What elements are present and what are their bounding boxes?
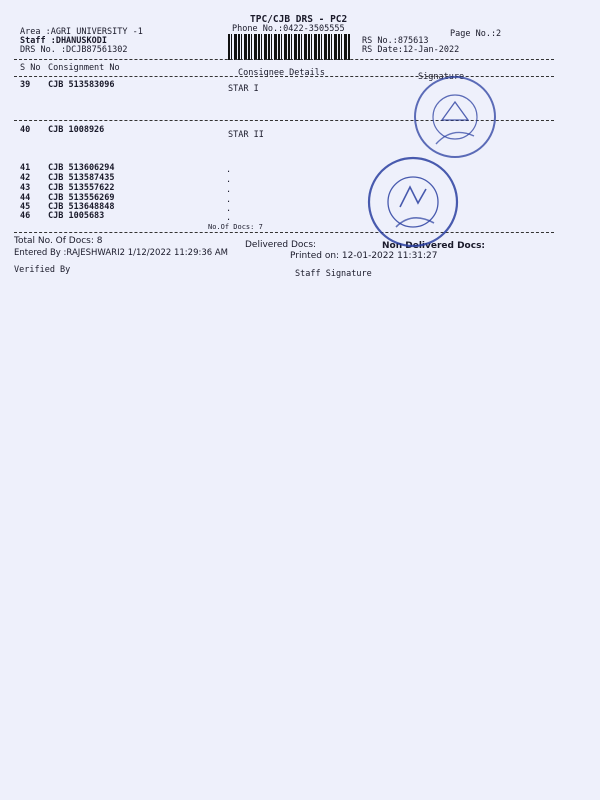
row-sno: 43 — [20, 183, 31, 193]
row-consignee: . — [226, 175, 232, 185]
row-consignee: . — [226, 195, 232, 205]
staff-field: Staff :DHANUSKODI — [20, 36, 107, 46]
row-consignment: CJB 513606294 — [48, 163, 115, 173]
row-consignee: STAR II — [228, 130, 264, 140]
entered-by: Entered By :RAJESHWARI2 1/12/2022 11:29:36 AM — [14, 248, 229, 258]
row-consignee: STAR I — [228, 84, 259, 94]
row-sno: 42 — [20, 173, 31, 183]
company-seal-icon — [366, 155, 460, 249]
row-sno: 46 — [20, 211, 31, 221]
drs-number: DRS No. :DCJB87561302 — [20, 45, 128, 55]
row-consignment: CJB 513587435 — [48, 173, 115, 183]
page-number: Page No.:2 — [450, 29, 502, 39]
printed-on: Printed on: 12-01-2022 11:31:27 — [290, 251, 438, 261]
area-field: Area :AGRI UNIVERSITY -1 — [20, 27, 143, 37]
staff-signature: Staff Signature — [295, 269, 372, 279]
row-consignment: CJB 1008926 — [48, 125, 105, 135]
row-consignee: . — [226, 213, 232, 223]
verified-by: Verified By — [14, 265, 71, 275]
row-consignment: CJB 513648848 — [48, 202, 115, 212]
barcode — [228, 34, 350, 60]
company-seal-icon — [412, 74, 498, 160]
row-consignment: CJB 1005683 — [48, 211, 105, 221]
row-consignment: CJB 513557622 — [48, 183, 115, 193]
row-sno: 40 — [20, 125, 31, 135]
rs-date: RS Date:12-Jan-2022 — [362, 45, 460, 55]
row-consignee: . — [226, 165, 232, 175]
column-consignee: Consignee Details — [238, 68, 325, 78]
no-of-docs: No.Of Docs: 7 — [208, 223, 263, 231]
document-title: TPC/CJB DRS - PC2 — [250, 14, 348, 25]
total-docs: Total No. Of Docs: 8 — [14, 236, 103, 246]
row-consignee: . — [226, 185, 232, 195]
column-signature: Signature — [418, 72, 465, 82]
footer-divider — [14, 232, 554, 233]
column-consignment: Consignment No — [48, 63, 120, 73]
rs-number: RS No.:875613 — [362, 36, 429, 46]
row-consignee: . — [226, 204, 232, 214]
delivered-docs: Delivered Docs: — [245, 240, 317, 250]
row-sno: 44 — [20, 193, 31, 203]
column-sno: S No — [20, 63, 41, 73]
header-divider-top — [14, 59, 554, 60]
row-sno: 39 — [20, 80, 31, 90]
row-consignment: CJB 513583096 — [48, 80, 115, 90]
row-sno: 45 — [20, 202, 31, 212]
row-sno: 41 — [20, 163, 31, 173]
row-consignment: CJB 513556269 — [48, 193, 115, 203]
phone-number: Phone No.:0422-3505555 — [232, 24, 345, 34]
non-delivered-docs: Non Delivered Docs: — [382, 241, 486, 251]
